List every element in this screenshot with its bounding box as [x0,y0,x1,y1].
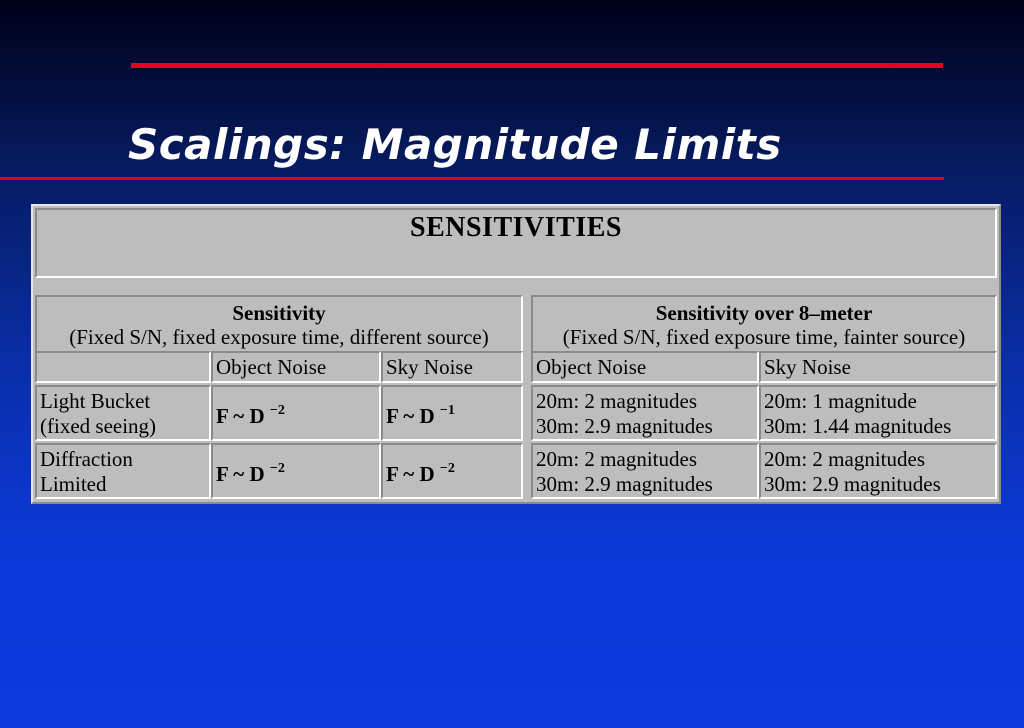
caption-cell [35,208,997,278]
sensitivity-subheading: (Fixed S/N, fixed exposure time, different source) [69,325,489,349]
slide-title: Scalings: Magnitude Limits [128,120,782,169]
diffraction-over8-object [531,443,759,499]
sensitivities-table [31,204,1001,504]
sensitivity-over-8m-subheading: (Fixed S/N, fixed exposure time, fainter source) [562,325,966,349]
sensitivity-over-8m-heading: Sensitivity over 8–meter [655,301,873,325]
value-line2: 30m: 2.9 magnitudes [536,414,713,438]
diffraction-object-formula [211,443,381,499]
value-line2: 30m: 1.44 magnitudes [764,414,952,438]
value-line1: 20m: 2 magnitudes [536,447,697,471]
sensitivity-header [35,295,523,353]
formula-base: F ~ D [386,462,435,486]
formula-base: F ~ D [216,462,265,486]
row-label-light-bucket [35,385,211,441]
formula-base: F ~ D [386,404,435,428]
value-line2: 30m: 2.9 magnitudes [764,472,941,496]
formula-exponent: −2 [269,403,285,418]
value-line1: 20m: 2 magnitudes [764,447,925,471]
row-label-line1: Light Bucket [40,389,151,413]
row-label-line2: (fixed seeing) [40,414,157,438]
sensitivity-over-8m-header [531,295,997,353]
formula-exponent: −2 [439,461,455,476]
formula-exponent: −2 [269,461,285,476]
row-label-line1: Diffraction [40,447,133,471]
value-line1: 20m: 1 magnitude [764,389,917,413]
row-label-line2: Limited [40,472,107,496]
row-label-diffraction-limited [35,443,211,499]
light-bucket-over8-sky [759,385,997,441]
over8-sky-noise-header: Sky Noise [759,351,997,383]
table-caption: SENSITIVITIES [410,212,622,243]
light-bucket-over8-object [531,385,759,441]
diffraction-over8-sky [759,443,997,499]
over8-object-noise-header: Object Noise [531,351,759,383]
diffraction-sky-formula [381,443,523,499]
sensitivity-heading: Sensitivity [232,301,326,325]
bottom-red-rule [0,177,944,180]
light-bucket-sky-formula [381,385,523,441]
corner-empty-cell [35,351,211,383]
top-red-rule [131,63,943,68]
formula-exponent: −1 [439,403,455,418]
value-line2: 30m: 2.9 magnitudes [536,472,713,496]
value-line1: 20m: 2 magnitudes [536,389,697,413]
object-noise-header: Object Noise [211,351,381,383]
light-bucket-object-formula [211,385,381,441]
sky-noise-header: Sky Noise [381,351,523,383]
formula-base: F ~ D [216,404,265,428]
